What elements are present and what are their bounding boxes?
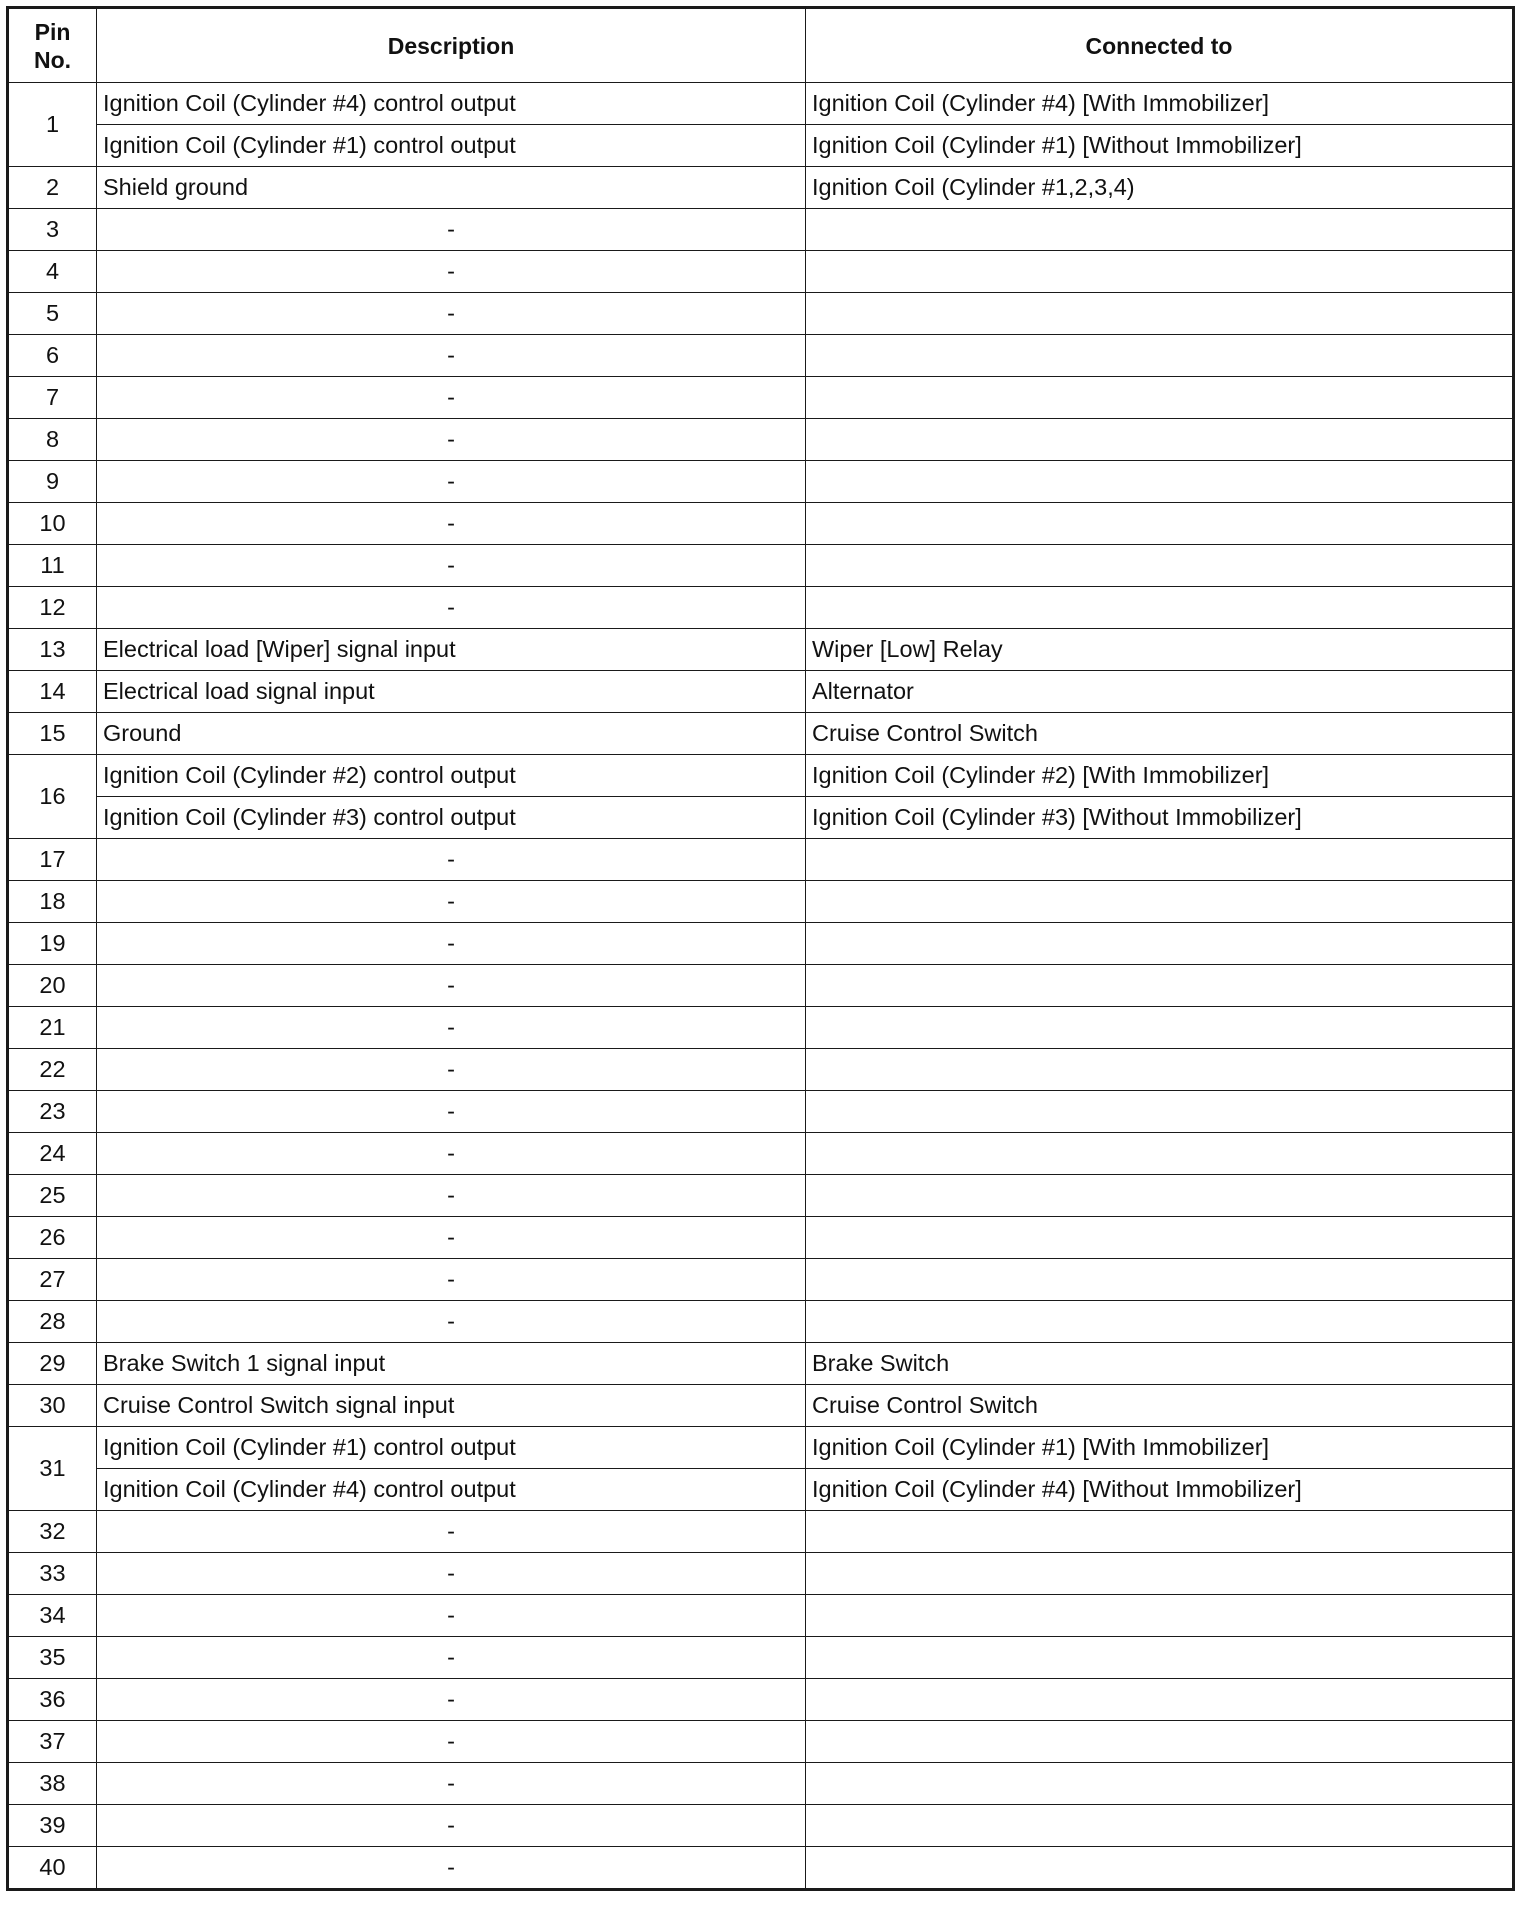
description-cell: - [97,503,806,545]
table-row [8,629,1514,671]
connected-to-cell [806,251,1514,293]
table-row [8,335,1514,377]
description-cell: - [97,1595,806,1637]
table-row [8,125,1514,167]
description-cell: - [97,1805,806,1847]
pin-number-cell: 27 [8,1259,97,1301]
connected-to-cell [806,1847,1514,1890]
table-row [8,1175,1514,1217]
table-row [8,167,1514,209]
connected-to-cell [806,209,1514,251]
table-row [8,419,1514,461]
description-cell: Ignition Coil (Cylinder #1) control output [97,1427,806,1469]
description-cell: Ignition Coil (Cylinder #4) control output [97,83,806,125]
connected-to-cell [806,293,1514,335]
table-row [8,797,1514,839]
description-cell: - [97,839,806,881]
header-description: Description [97,8,806,83]
connected-to-cell [806,1805,1514,1847]
pin-number-cell: 2 [8,167,97,209]
table-row [8,755,1514,797]
table-row [8,1217,1514,1259]
description-cell: - [97,1007,806,1049]
connected-to-cell: Ignition Coil (Cylinder #2) [With Immobilizer] [806,755,1514,797]
pin-number-cell: 35 [8,1637,97,1679]
table-row [8,1091,1514,1133]
description-cell: - [97,1217,806,1259]
pin-number-cell: 15 [8,713,97,755]
connected-to-cell [806,965,1514,1007]
header-row [8,8,1514,83]
pin-number-cell: 10 [8,503,97,545]
description-cell: - [97,965,806,1007]
pin-number-cell: 20 [8,965,97,1007]
pin-number-cell: 39 [8,1805,97,1847]
connected-to-cell: Ignition Coil (Cylinder #1) [Without Immobilizer] [806,125,1514,167]
connected-to-cell [806,461,1514,503]
table-row [8,503,1514,545]
pin-number-cell: 26 [8,1217,97,1259]
pin-number-cell: 22 [8,1049,97,1091]
description-cell: - [97,335,806,377]
pin-number-cell: 33 [8,1553,97,1595]
pin-number-cell: 31 [8,1427,97,1511]
table-row [8,1721,1514,1763]
table-row [8,1847,1514,1890]
pin-number-cell: 14 [8,671,97,713]
table-row [8,1385,1514,1427]
header-pin-line1: Pin [34,18,71,45]
connected-to-cell [806,1763,1514,1805]
connected-to-cell [806,335,1514,377]
pin-number-cell: 13 [8,629,97,671]
table-row [8,1511,1514,1553]
description-cell: - [97,881,806,923]
connected-to-cell: Brake Switch [806,1343,1514,1385]
connected-to-cell [806,1007,1514,1049]
description-cell: - [97,1511,806,1553]
connected-to-cell [806,1637,1514,1679]
description-cell: - [97,209,806,251]
table-row [8,293,1514,335]
table-row [8,923,1514,965]
table-row [8,251,1514,293]
table-row [8,1805,1514,1847]
connected-to-cell: Alternator [806,671,1514,713]
connected-to-cell [806,1679,1514,1721]
connected-to-cell [806,503,1514,545]
pin-number-cell: 38 [8,1763,97,1805]
table-row [8,83,1514,125]
connected-to-cell: Ignition Coil (Cylinder #3) [Without Immobilizer] [806,797,1514,839]
connected-to-cell [806,587,1514,629]
pin-number-cell: 21 [8,1007,97,1049]
pin-number-cell: 19 [8,923,97,965]
table-row [8,1469,1514,1511]
description-cell: Cruise Control Switch signal input [97,1385,806,1427]
description-cell: - [97,293,806,335]
connected-to-cell [806,1301,1514,1343]
description-cell: - [97,1637,806,1679]
pin-number-cell: 37 [8,1721,97,1763]
pin-number-cell: 32 [8,1511,97,1553]
table-row [8,377,1514,419]
connected-to-cell: Wiper [Low] Relay [806,629,1514,671]
connected-to-cell: Ignition Coil (Cylinder #4) [With Immobilizer] [806,83,1514,125]
pin-number-cell: 11 [8,545,97,587]
description-cell: - [97,1847,806,1890]
table-row [8,1679,1514,1721]
pin-number-cell: 23 [8,1091,97,1133]
connected-to-cell [806,1511,1514,1553]
pin-number-cell: 29 [8,1343,97,1385]
pin-number-cell: 12 [8,587,97,629]
connected-to-cell [806,1595,1514,1637]
header-pin-line2: No. [33,46,72,73]
description-cell: - [97,545,806,587]
pin-number-cell: 5 [8,293,97,335]
connected-to-cell [806,839,1514,881]
table-row [8,1427,1514,1469]
pin-number-cell: 18 [8,881,97,923]
connected-to-cell [806,1217,1514,1259]
pin-number-cell: 8 [8,419,97,461]
pin-number-cell: 34 [8,1595,97,1637]
table-header [8,8,1514,83]
table-row [8,671,1514,713]
description-cell: Ignition Coil (Cylinder #1) control output [97,125,806,167]
table-row [8,713,1514,755]
description-cell: - [97,1301,806,1343]
description-cell: - [97,1175,806,1217]
connected-to-cell [806,1133,1514,1175]
table-row [8,965,1514,1007]
connected-to-cell [806,1259,1514,1301]
table-row [8,1133,1514,1175]
connected-to-cell [806,923,1514,965]
description-cell: - [97,1553,806,1595]
connected-to-cell [806,1721,1514,1763]
connected-to-cell: Ignition Coil (Cylinder #1) [With Immobilizer] [806,1427,1514,1469]
description-cell: - [97,251,806,293]
connected-to-cell: Cruise Control Switch [806,713,1514,755]
table-row [8,1553,1514,1595]
pin-number-cell: 36 [8,1679,97,1721]
table-row [8,1301,1514,1343]
description-cell: - [97,923,806,965]
connected-to-cell: Cruise Control Switch [806,1385,1514,1427]
table-row [8,461,1514,503]
description-cell: - [97,1049,806,1091]
connected-to-cell [806,881,1514,923]
table-row [8,1595,1514,1637]
description-cell: - [97,1133,806,1175]
table-row [8,1049,1514,1091]
pin-table [6,6,1515,1891]
table-row [8,1007,1514,1049]
description-cell: - [97,1091,806,1133]
table-row [8,1343,1514,1385]
pin-number-cell: 9 [8,461,97,503]
header-pin-no [8,8,97,83]
pin-number-cell: 7 [8,377,97,419]
connected-to-cell [806,1091,1514,1133]
description-cell: Electrical load signal input [97,671,806,713]
pin-number-cell: 17 [8,839,97,881]
description-cell: - [97,1679,806,1721]
pin-number-cell: 3 [8,209,97,251]
description-cell: Ignition Coil (Cylinder #4) control output [97,1469,806,1511]
connected-to-cell [806,1175,1514,1217]
description-cell: - [97,1259,806,1301]
pin-number-cell: 16 [8,755,97,839]
pin-number-cell: 28 [8,1301,97,1343]
description-cell: - [97,1721,806,1763]
description-cell: Electrical load [Wiper] signal input [97,629,806,671]
pin-number-cell: 24 [8,1133,97,1175]
connected-to-cell: Ignition Coil (Cylinder #1,2,3,4) [806,167,1514,209]
table-row [8,839,1514,881]
pin-number-cell: 4 [8,251,97,293]
connected-to-cell: Ignition Coil (Cylinder #4) [Without Immobilizer] [806,1469,1514,1511]
pin-number-cell: 30 [8,1385,97,1427]
connected-to-cell [806,377,1514,419]
table-row [8,1259,1514,1301]
pin-number-cell: 40 [8,1847,97,1890]
description-cell: - [97,461,806,503]
table-row [8,209,1514,251]
description-cell: - [97,1763,806,1805]
connected-to-cell [806,545,1514,587]
pin-number-cell: 1 [8,83,97,167]
description-cell: Shield ground [97,167,806,209]
description-cell: Ignition Coil (Cylinder #2) control output [97,755,806,797]
description-cell: - [97,419,806,461]
description-cell: Ground [97,713,806,755]
header-connected-to: Connected to [806,8,1514,83]
table-row [8,545,1514,587]
pin-number-cell: 6 [8,335,97,377]
table-body [8,83,1514,1890]
pin-number-cell: 25 [8,1175,97,1217]
table-row [8,1637,1514,1679]
table-row [8,881,1514,923]
connected-to-cell [806,1553,1514,1595]
table-row [8,1763,1514,1805]
description-cell: - [97,587,806,629]
description-cell: Ignition Coil (Cylinder #3) control output [97,797,806,839]
connected-to-cell [806,419,1514,461]
connected-to-cell [806,1049,1514,1091]
table-row [8,587,1514,629]
description-cell: - [97,377,806,419]
description-cell: Brake Switch 1 signal input [97,1343,806,1385]
